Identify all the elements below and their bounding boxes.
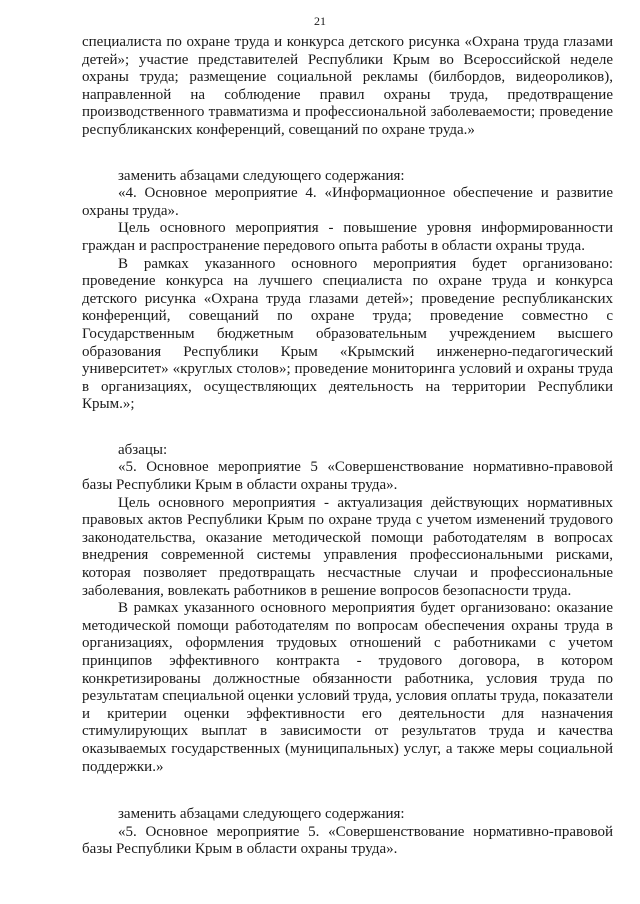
paragraph-replace-instruction: заменить абзацами следующего содержания: <box>118 167 405 184</box>
paragraph-measure-4-title: «4. Основное мероприятие 4. «Информационное обеспечение и развитие охраны труда». <box>82 185 613 219</box>
paragraph-replace-instruction-2: заменить абзацами следующего содержания: <box>118 806 405 823</box>
paragraph-measure-5-goal: Цель основного мероприятия - актуализация действующих нормативных правовых актов Республики Крым по охране труда с учетом изменений трудового законодательства, оказание методической помощи работодателям в вопросах внедрения современной системы управления профессиональными рисками, которая позволяет предотвращать несчастные случаи и профессиональные заболевания, вовлекать работников в решение вопросов безопасности труда. <box>82 494 613 599</box>
document-body <box>82 34 613 859</box>
paragraph-measure-5-new-title: «5. Основное мероприятие 5. «Совершенствование нормативно-правовой базы Республики Крым в области охраны труда». <box>82 823 613 858</box>
paragraph-measure-4-activities: В рамках указанного основного мероприятия будет организовано: проведение конкурса на лучшего специалиста по охране труда и конкурса детского рисунка «Охрана труда глазами детей»; проведение республиканских конференций, совещаний по охране труда; проведение совместно с Государственным бюджетным образовательным учреждением высшего образования Республики Крым «Крымский инженерно-педагогический университет» «круглых столов»; проведение мониторинга условий и охраны труда в организациях, осуществляющих деятельность на территории Республики Крым.»; <box>82 255 613 413</box>
paragraph-continuation: специалиста по охране труда и конкурса детского рисунка «Охрана труда глазами детей»; участие представителей Республики Крым во Всероссийской неделе охраны труда; размещение социальной рекламы (билбордов, видеороликов), направленной на соблюдение правил охраны труда, предотвращение производственного травматизма и профессиональной заболеваемости; проведение республиканских конференций, совещаний по охране труда.» <box>82 34 613 138</box>
paragraph-measure-5-activities: В рамках указанного основного мероприятия будет организовано: оказание методической помощи работодателям по вопросам обеспечения охраны труда в организациях, оформления трудовых отношений с работниками с учетом принципов эффективного контракта - трудового договора, в котором конкретизированы должностные обязанности работника, условия труда по результатам специальной оценки условий труда, условия оплаты труда, показатели и критерии оценки эффективности его деятельности для назначения стимулирующих выплат в зависимости от результатов труда и качества оказываемых государственных (муниципальных) услуг, а также меры социальной поддержки.» <box>82 600 613 775</box>
paragraph-measure-4-goal: Цель основного мероприятия - повышение уровня информированности граждан и распространение передового опыта работы в области охраны труда. <box>82 220 613 254</box>
paragraph-measure-5-title: «5. Основное мероприятие 5 «Совершенствование нормативно-правовой базы Республики Крым в области охраны труда». <box>82 459 613 494</box>
page-number: 21 <box>314 14 326 28</box>
paragraph-abzatsy-label: абзацы: <box>118 441 168 458</box>
